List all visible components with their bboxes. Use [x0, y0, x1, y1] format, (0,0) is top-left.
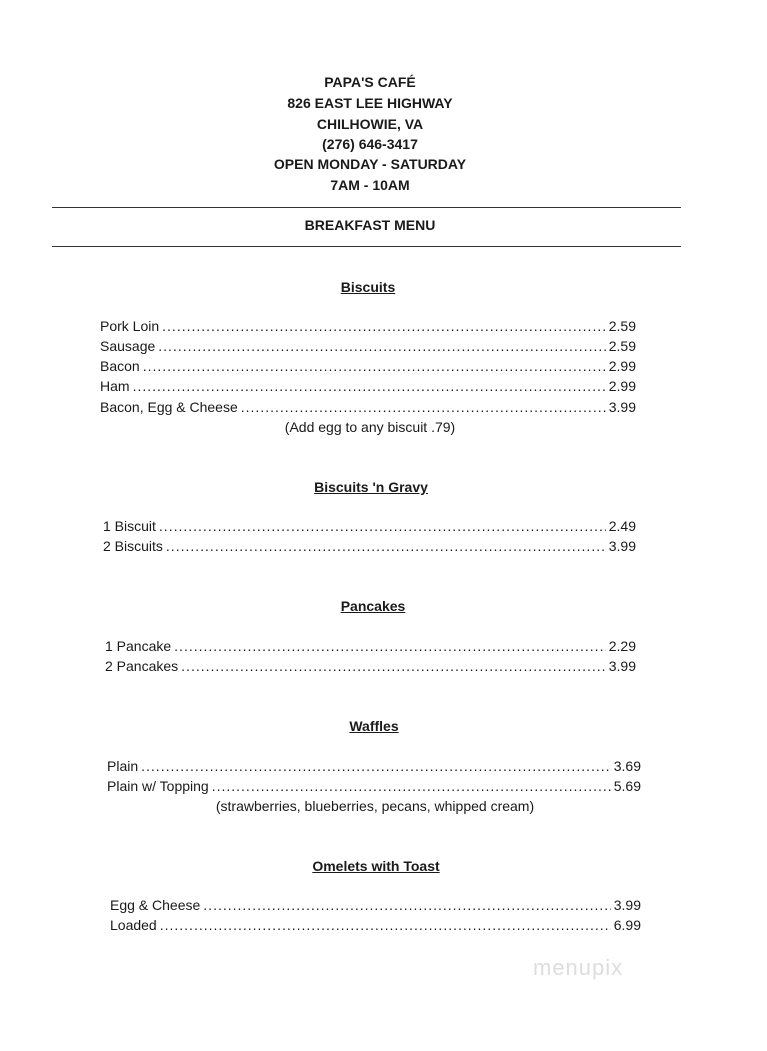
item-name: Plain: [107, 758, 139, 774]
item-price: 3.69: [613, 758, 641, 774]
menu-item: [107, 758, 641, 774]
menu-item: [110, 897, 641, 913]
dot-leader: [133, 378, 606, 394]
section-title: Biscuits: [340, 279, 396, 295]
menu-title: BREAKFAST MENU: [304, 217, 436, 233]
item-price: 3.99: [613, 897, 641, 913]
dot-leader: [212, 778, 611, 794]
item-name: Bacon: [100, 358, 140, 374]
item-name: 2 Pancakes: [105, 658, 179, 674]
cafe-phone: (276) 646-3417: [322, 136, 418, 152]
menu-item: [103, 518, 636, 534]
menu-item: [107, 778, 641, 794]
item-price: 2.99: [608, 378, 636, 394]
item-price: 3.99: [608, 658, 636, 674]
item-price: 2.99: [608, 358, 636, 374]
cafe-hours: 7AM - 10AM: [330, 177, 410, 193]
dot-leader: [174, 638, 606, 654]
item-price: 3.99: [608, 399, 636, 415]
menu-item: [100, 378, 636, 394]
item-name: Egg & Cheese: [110, 897, 201, 913]
item-price: 2.29: [608, 638, 636, 654]
section-note: (Add egg to any biscuit .79): [284, 419, 456, 435]
menu-item: [100, 318, 636, 334]
cafe-address: 826 EAST LEE HIGHWAY: [287, 95, 453, 111]
dot-leader: [241, 399, 606, 415]
menu-item: [100, 358, 636, 374]
item-price: 2.59: [608, 338, 636, 354]
item-name: Bacon, Egg & Cheese: [100, 399, 238, 415]
dot-leader: [143, 358, 606, 374]
item-name: Pork Loin: [100, 318, 160, 334]
item-name: Ham: [100, 378, 130, 394]
item-name: Sausage: [100, 338, 156, 354]
menu-item: [110, 917, 641, 933]
watermark-logo: menupix: [533, 955, 624, 980]
item-name: Loaded: [110, 917, 157, 933]
item-name: 1 Pancake: [105, 638, 172, 654]
item-price: 5.69: [613, 778, 641, 794]
menu-item: [105, 638, 636, 654]
item-name: Plain w/ Topping: [107, 778, 209, 794]
cafe-days: OPEN MONDAY - SATURDAY: [273, 156, 467, 172]
item-price: 3.99: [608, 538, 636, 554]
item-name: 2 Biscuits: [103, 538, 163, 554]
section-title: Waffles: [349, 718, 399, 734]
divider: [52, 207, 681, 208]
section-title: Omelets with Toast: [312, 858, 440, 874]
dot-leader: [141, 758, 611, 774]
dot-leader: [160, 917, 611, 933]
item-price: 6.99: [613, 917, 641, 933]
dot-leader: [166, 538, 606, 554]
item-price: 2.59: [608, 318, 636, 334]
divider: [52, 246, 681, 247]
cafe-city: CHILHOWIE, VA: [316, 116, 424, 132]
section-note: (strawberries, blueberries, pecans, whipped cream): [215, 798, 535, 814]
section-title: Biscuits 'n Gravy: [314, 479, 428, 495]
dot-leader: [158, 338, 605, 354]
menu-item: [103, 538, 636, 554]
item-name: 1 Biscuit: [103, 518, 156, 534]
menu-item: [100, 399, 636, 415]
dot-leader: [203, 897, 610, 913]
dot-leader: [159, 518, 606, 534]
cafe-name: PAPA'S CAFÉ: [324, 74, 416, 90]
section-title: Pancakes: [340, 598, 406, 614]
dot-leader: [162, 318, 606, 334]
dot-leader: [181, 658, 606, 674]
item-price: 2.49: [608, 518, 636, 534]
menu-item: [105, 658, 636, 674]
menu-item: [100, 338, 636, 354]
